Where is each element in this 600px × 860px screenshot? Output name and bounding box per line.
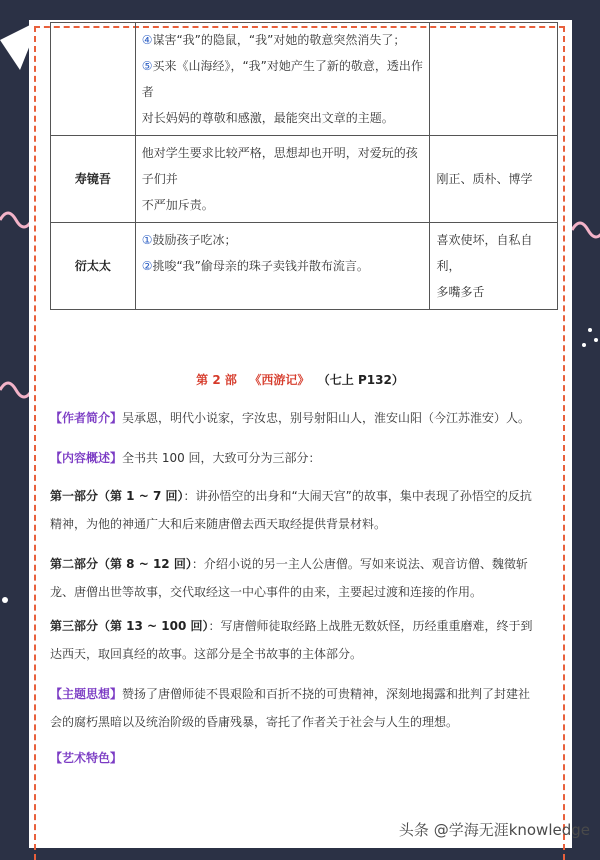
art-paragraph: 【艺术特色】 xyxy=(50,751,123,765)
section-title xyxy=(50,371,550,388)
watermark: 头条 @学海无涯knowledge xyxy=(398,821,590,839)
overview-paragraph: 【内容概述】全书共 100 回，大致可分为三部分： xyxy=(50,451,321,465)
part-number: 第 2 部 xyxy=(196,373,237,387)
character-name xyxy=(51,23,136,136)
character-traits: 刚正、质朴、博学 xyxy=(430,136,558,223)
wave-shape xyxy=(0,213,32,227)
character-traits: 喜欢使坏，自私自利， 多嘴多舌 xyxy=(430,223,558,310)
wave-shape xyxy=(0,383,32,397)
book-title: 《西游记》 xyxy=(249,373,310,387)
character-traits xyxy=(430,23,558,136)
theme-paragraph: 【主题思想】赞扬了唐僧师徒不畏艰险和百折不挠的可贵精神，深刻地揭露和批判了封建社会的腐朽黑暗以及统治阶级的昏庸残暴，寄托了作者关于社会与人生的理想。 xyxy=(50,687,531,729)
character-name: 衍太太 xyxy=(51,223,136,310)
character-events: ①鼓励孩子吃冰； ②挑唆“我”偷母亲的珠子卖钱并散布流言。 xyxy=(135,223,430,310)
part1-paragraph: 第一部分（第 1 ~ 7 回）：讲孙悟空的出身和“大闹天宫”的故事，集中表现了孙悟空的反抗精神，为他的神通广大和后来随唐僧去西天取经提供背景材料。 xyxy=(50,489,532,531)
table-row xyxy=(51,23,558,136)
author-paragraph: 【作者简介】吴承恩，明代小说家，字汝忠，别号射阳山人，淮安山阳（今江苏淮安）人。 xyxy=(50,411,531,425)
part3-paragraph: 第三部分（第 13 ~ 100 回）：写唐僧师徒取经路上战胜无数妖怪，历经重重磨难，终于到达西天，取回真经的故事。这部分是全书故事的主体部分。 xyxy=(50,619,533,661)
textbook-ref: （七上 P132） xyxy=(317,373,404,387)
table-row xyxy=(51,136,558,223)
character-events: 他对学生要求比较严格，思想却也开明，对爱玩的孩子们并 不严加斥责。 xyxy=(135,136,430,223)
character-table xyxy=(50,22,558,310)
character-name: 寿镜吾 xyxy=(51,136,136,223)
table-row xyxy=(51,223,558,310)
wave-shape xyxy=(572,223,600,237)
part2-paragraph: 第二部分（第 8 ~ 12 回）：介绍小说的另一主人公唐僧。写如来说法、观音访僧、魏徵斩龙、唐僧出世等故事，交代取经这一中心事件的由来，主要起过渡和连接的作用。 xyxy=(50,557,528,599)
character-events: ④谋害“我”的隐鼠，“我”对她的敬意突然消失了； ⑤买来《山海经》，“我”对她产生了新的敬意，透出作者 对长妈妈的尊敬和感激，最能突出文章的主题。 xyxy=(135,23,430,136)
